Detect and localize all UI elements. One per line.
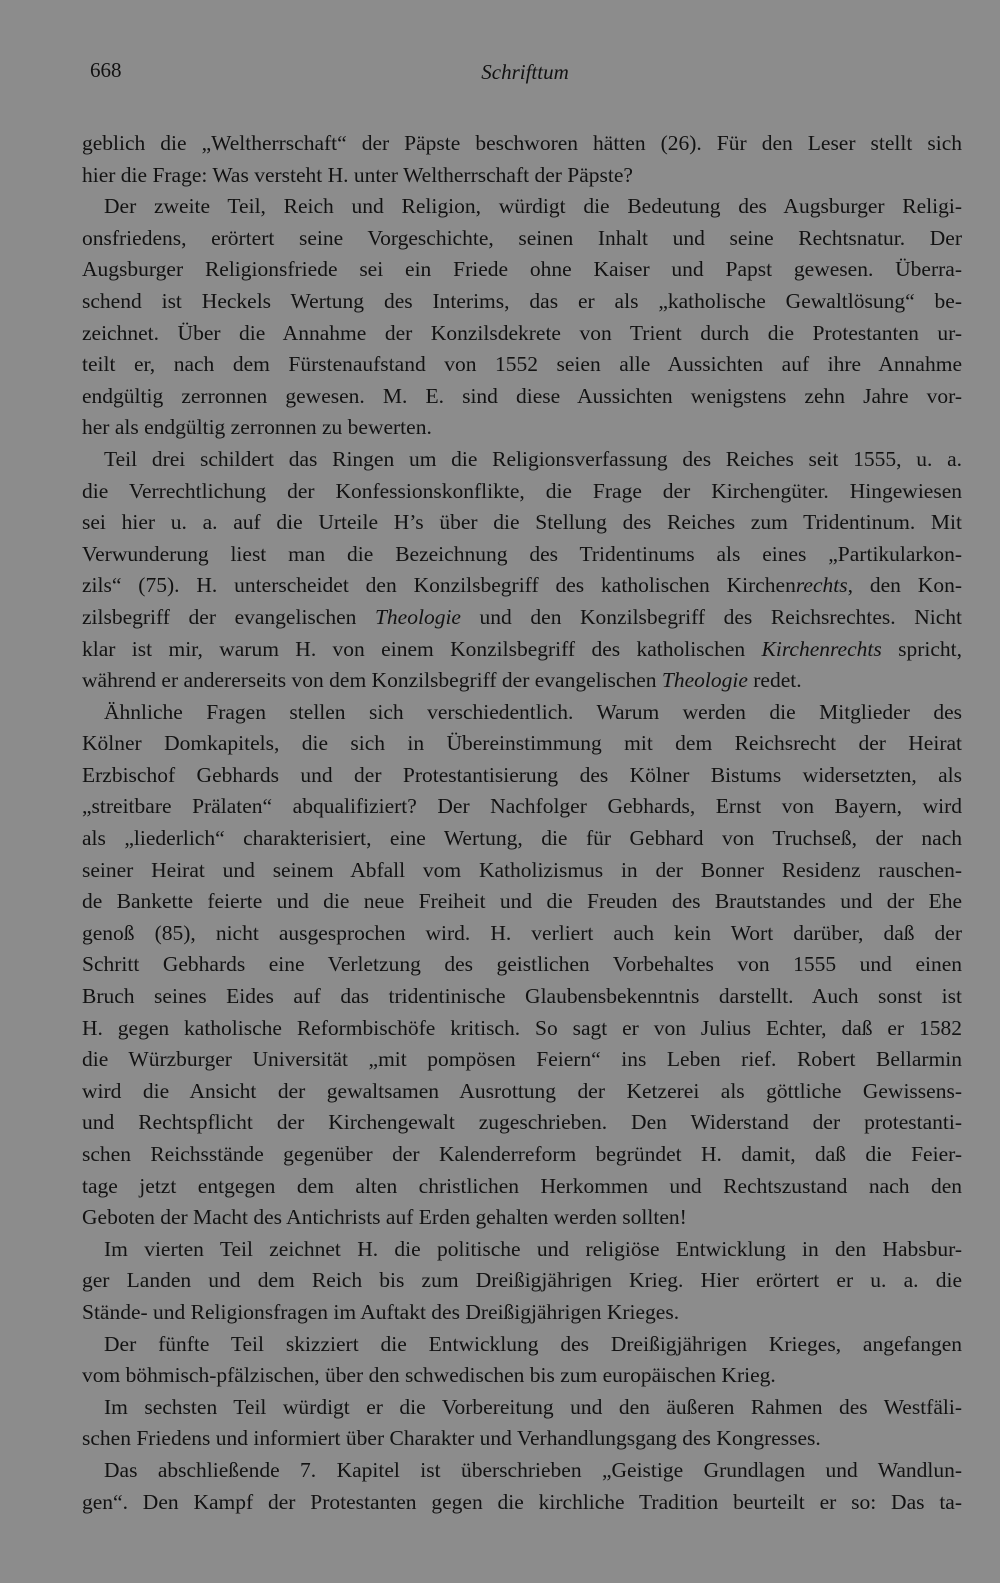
text-segment: schen Friedens und informiert über Charakter und Verhandlungsgang des Kongresses.	[82, 1426, 821, 1451]
text-line	[82, 570, 962, 602]
text-segment: schend ist Heckels Wertung des Interims, das er als „katholische Gewaltlösung“ be-	[82, 288, 962, 313]
running-head	[90, 58, 960, 92]
italic-emphasis: Kirchenrechts	[761, 636, 882, 661]
text-line	[82, 791, 962, 823]
text-segment: zils“ (75). H. unterscheidet den Konzilsbegriff des katholischen Kirchen	[82, 573, 796, 598]
text-segment: , den Kon-	[847, 573, 962, 598]
text-segment: gen“. Den Kampf der Protestanten gegen die kirchliche Tradition beurteilt er so: Das ta-	[82, 1489, 962, 1514]
text-segment: seiner Heirat und seinem Abfall vom Katholizismus in der Bonner Residenz rauschen-	[82, 857, 962, 882]
text-segment: Verwunderung liest man die Bezeichnung des Tridentinums als eines „Partikularkon-	[82, 541, 962, 566]
text-line	[82, 476, 962, 508]
text-line	[82, 223, 962, 255]
text-line	[82, 918, 962, 950]
text-segment: die Verrechtlichung der Konfessionskonflikte, die Frage der Kirchengüter. Hingewiesen	[82, 478, 962, 503]
text-line	[82, 760, 962, 792]
text-segment: Das abschließende 7. Kapitel ist überschrieben „Geistige Grundlagen und Wandlun-	[104, 1457, 962, 1482]
text-segment: Der zweite Teil, Reich und Religion, würdigt die Bedeutung des Augsburger Religi-	[104, 194, 962, 219]
text-segment: Geboten der Macht des Antichrists auf Erden gehalten werden sollten!	[82, 1205, 687, 1230]
text-line	[82, 254, 962, 286]
text-line	[82, 1076, 962, 1108]
text-segment: Schritt Gebhards eine Verletzung des geistlichen Vorbehaltes von 1555 und einen	[82, 952, 962, 977]
text-line	[82, 1139, 962, 1171]
text-line	[82, 823, 962, 855]
text-line	[82, 665, 962, 697]
text-segment: schen Reichsstände gegenüber der Kalenderreform begründet H. damit, daß die Feier-	[82, 1142, 962, 1166]
page-number: 668	[90, 58, 122, 82]
text-line	[82, 160, 962, 192]
text-segment: und den Konzilsbegriff des Reichsrechtes. Nicht	[460, 604, 962, 629]
text-segment: Kölner Domkapitels, die sich in Übereinstimmung mit dem Reichsrecht der Heirat	[82, 731, 962, 756]
italic-emphasis: Theologie	[374, 604, 461, 629]
text-line	[82, 191, 962, 223]
running-title: Schrifttum	[481, 60, 569, 84]
text-line	[82, 697, 962, 729]
text-line	[82, 412, 962, 444]
text-line	[82, 1329, 962, 1361]
text-segment: spricht,	[881, 636, 962, 661]
text-segment: ger Landen und dem Reich bis zum Dreißigjährigen Krieg. Hier erörtert er u. a. die	[82, 1268, 962, 1293]
text-segment: die Würzburger Universität „mit pompösen Feiern“ ins Leben rief. Robert Bellarmin	[82, 1047, 962, 1072]
text-segment: Im vierten Teil zeichnet H. die politische und religiöse Entwicklung in den Habsbur-	[104, 1236, 962, 1261]
text-line	[82, 1171, 962, 1203]
text-line	[82, 634, 962, 666]
text-line	[82, 1044, 962, 1076]
text-segment: klar ist mir, warum H. von einem Konzilsbegriff des katholischen	[82, 636, 762, 661]
text-segment: vom böhmisch-pfälzischen, über den schwedischen bis zum europäischen Krieg.	[82, 1363, 776, 1388]
text-line	[82, 1107, 962, 1139]
text-segment: zeichnet. Über die Annahme der Konzilsdekrete von Trient durch die Protestanten ur-	[82, 320, 962, 345]
text-segment: Erzbischof Gebhards und der Protestantisierung des Kölner Bistums widersetzten, als	[82, 762, 962, 787]
text-line	[82, 602, 962, 634]
text-line	[82, 507, 962, 539]
text-line	[82, 886, 962, 918]
text-line	[82, 1202, 962, 1234]
text-segment: wird die Ansicht der gewaltsamen Ausrottung der Ketzerei als göttliche Gewissens-	[82, 1078, 962, 1103]
text-line	[82, 1265, 962, 1297]
text-segment: hier die Frage: Was versteht H. unter Weltherrschaft der Päpste?	[82, 162, 633, 187]
text-line	[82, 349, 962, 381]
text-segment: zilsbegriff der evangelischen	[82, 604, 375, 629]
text-line	[82, 1392, 962, 1424]
text-segment: endgültig zerronnen gewesen. M. E. sind diese Aussichten wenigstens zehn Jahre vor-	[82, 383, 962, 408]
body-text	[82, 128, 962, 1518]
text-segment: genoß (85), nicht ausgesprochen wird. H. verliert auch kein Wort darüber, daß der	[82, 920, 962, 945]
text-line	[82, 1297, 962, 1329]
text-line	[82, 128, 962, 160]
text-segment: tage jetzt entgegen dem alten christlichen Herkommen und Rechtszustand nach den	[82, 1173, 962, 1198]
text-segment: her als endgültig zerronnen zu bewerten.	[82, 415, 432, 440]
text-line	[82, 728, 962, 760]
text-segment: „streitbare Prälaten“ abqualifiziert? Der Nachfolger Gebhards, Ernst von Bayern, wird	[82, 794, 962, 819]
text-segment: teilt er, nach dem Fürstenaufstand von 1552 seien alle Aussichten auf ihre Annahme	[82, 352, 962, 377]
text-segment: Ähnliche Fragen stellen sich verschiedentlich. Warum werden die Mitglieder des	[104, 699, 962, 724]
text-line	[82, 1013, 962, 1045]
text-line	[82, 318, 962, 350]
text-line	[82, 1234, 962, 1266]
text-line	[82, 539, 962, 571]
text-line	[82, 855, 962, 887]
text-segment: sei hier u. a. auf die Urteile H’s über die Stellung des Reiches zum Tridentinum. Mit	[82, 510, 962, 535]
text-segment: Teil drei schildert das Ringen um die Religionsverfassung des Reiches seit 1555, u. a.	[104, 446, 962, 471]
text-segment: Stände- und Religionsfragen im Auftakt des Dreißigjährigen Krieges.	[82, 1299, 680, 1324]
text-line	[82, 1487, 962, 1519]
text-segment: Augsburger Religionsfriede sei ein Friede ohne Kaiser und Papst gewesen. Überra-	[82, 257, 962, 282]
text-segment: de Bankette feierte und die neue Freiheit und die Freuden des Brautstandes und der Ehe	[82, 889, 962, 914]
italic-emphasis: Theologie	[661, 668, 748, 693]
text-line	[82, 286, 962, 318]
text-segment: H. gegen katholische Reformbischöfe kritisch. So sagt er von Julius Echter, daß er 1582	[82, 1015, 962, 1040]
text-segment: Bruch seines Eides auf das tridentinische Glaubensbekenntnis darstellt. Auch sonst ist	[82, 984, 962, 1009]
text-segment: während er andererseits von dem Konzilsbegriff der evangelischen	[82, 668, 662, 693]
text-segment: Der fünfte Teil skizziert die Entwicklung des Dreißigjährigen Krieges, angefangen	[104, 1331, 962, 1356]
text-segment: redet.	[747, 668, 802, 693]
text-segment: onsfriedens, erörtert seine Vorgeschichte, seinen Inhalt und seine Rechtsnatur. Der	[82, 225, 962, 250]
text-line	[82, 1360, 962, 1392]
text-line	[82, 981, 962, 1013]
text-line	[82, 1455, 962, 1487]
text-line	[82, 1423, 962, 1455]
text-line	[82, 444, 962, 476]
text-segment: geblich die „Weltherrschaft“ der Päpste beschworen hätten (26). Für den Leser stellt sich	[82, 131, 962, 155]
text-line	[82, 381, 962, 413]
text-segment: als „liederlich“ charakterisiert, eine Wertung, die für Gebhard von Truchseß, der nach	[82, 826, 962, 851]
text-segment: und Rechtspflicht der Kirchengewalt zugeschrieben. Den Widerstand der protestanti-	[82, 1110, 962, 1135]
italic-emphasis: rechts	[795, 573, 848, 598]
text-line	[82, 949, 962, 981]
text-segment: Im sechsten Teil würdigt er die Vorbereitung und den äußeren Rahmen des Westfäli-	[104, 1394, 962, 1419]
